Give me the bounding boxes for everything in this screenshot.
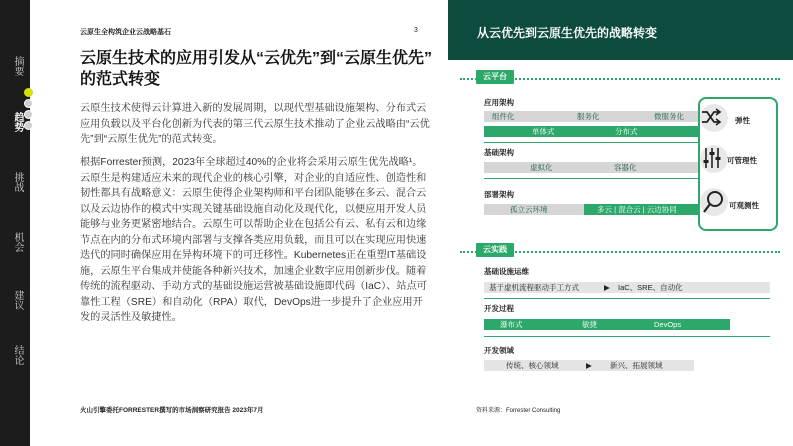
infra-ops-label: 基础设施运维 bbox=[484, 267, 529, 276]
magnifier-icon bbox=[703, 190, 725, 214]
sidebar-item-opportunities[interactable]: 机会 bbox=[12, 232, 23, 252]
deploy-arch-item: 多云 | 混合云 | 云边协同 bbox=[597, 205, 677, 214]
body-paragraph-1: 云原生技术使得云计算进入新的发展周期，以现代型基础设施架构、分布式云应用负载以及平台化创新为代表的第三代云原生技术推动了企业云战略由“云优先”到“云原生优先”的范式转变。 bbox=[80, 103, 430, 145]
sidebar-item-summary[interactable]: 摘要 bbox=[12, 56, 23, 76]
page-title-line2: 的范式转变 bbox=[80, 71, 161, 88]
dev-domain-arrow-icon: ▶ bbox=[586, 361, 592, 370]
running-header: 云原生全构筑企业云战略基石 bbox=[80, 29, 171, 36]
infra-arch-grey-bar bbox=[484, 162, 700, 173]
section-cloud-platform bbox=[460, 74, 780, 84]
app-arch-item: 服务化 bbox=[577, 112, 600, 121]
dev-domain-label: 开发领域 bbox=[484, 346, 514, 355]
infra-arch-label: 基础架构 bbox=[484, 148, 514, 157]
infra-ops-item: 基于虚机流程驱动手工方式 bbox=[489, 283, 579, 292]
dev-domain-item: 新兴、拓展领域 bbox=[610, 361, 663, 370]
progress-dot bbox=[24, 99, 33, 108]
divider-line bbox=[484, 178, 700, 179]
feature-label: 可管理性 bbox=[727, 156, 757, 165]
sidebar-item-challenges[interactable]: 挑战 bbox=[12, 172, 23, 192]
app-arch-item: 微服务化 bbox=[654, 112, 684, 121]
app-arch-item: 分布式 bbox=[615, 127, 638, 136]
section-pill: 云平台 bbox=[476, 70, 514, 84]
divider-line bbox=[484, 142, 700, 143]
app-arch-item: 组件化 bbox=[492, 112, 515, 121]
infra-arch-item: 容器化 bbox=[614, 163, 637, 172]
page-number: 3 bbox=[414, 27, 418, 34]
dev-process-item: 瀑布式 bbox=[500, 320, 523, 329]
app-arch-green-bar bbox=[484, 126, 700, 137]
infra-ops-item: IaC、SRE、自动化 bbox=[618, 283, 683, 292]
page-footer: 火山引擎委托FORRESTER撰写的市场洞察研究报告 2023年7月 bbox=[80, 407, 264, 414]
dev-process-item: DevOps bbox=[654, 320, 682, 329]
sidebar-item-recommendations[interactable]: 建议 bbox=[12, 290, 23, 310]
dev-process-label: 开发过程 bbox=[484, 304, 514, 313]
progress-dot bbox=[24, 121, 33, 130]
app-arch-item: 单体式 bbox=[532, 127, 555, 136]
section-pill: 云实践 bbox=[476, 243, 514, 257]
app-arch-label: 应用架构 bbox=[484, 98, 514, 107]
feature-label: 弹性 bbox=[735, 116, 750, 125]
progress-dot-active bbox=[24, 88, 33, 97]
shuffle-icon bbox=[700, 108, 722, 126]
divider-line bbox=[484, 298, 770, 299]
progress-dots bbox=[24, 88, 38, 132]
page-title bbox=[80, 48, 440, 90]
page-title-line1: 云原生技术的应用引发从“云优先”到“云原生优先” bbox=[80, 50, 433, 67]
source-note: 资料来源：Forrester Consulting bbox=[476, 408, 561, 414]
sidebar-item-conclusion[interactable]: 结论 bbox=[12, 345, 23, 365]
deploy-arch-item: 孤立云环境 bbox=[510, 205, 548, 214]
progress-dot bbox=[24, 110, 33, 119]
section-header-title: 从云优先到云原生优先的战略转变 bbox=[477, 26, 658, 40]
infra-arch-item: 虚拟化 bbox=[530, 163, 553, 172]
sliders-icon bbox=[703, 146, 721, 170]
section-cloud-practice bbox=[460, 247, 780, 257]
chapter-sidebar bbox=[0, 0, 30, 446]
infra-ops-arrow-icon: ▶ bbox=[604, 283, 610, 292]
feature-label: 可观测性 bbox=[729, 201, 759, 210]
dev-domain-item: 传统、核心领域 bbox=[506, 361, 559, 370]
sidebar-item-trends[interactable]: 趋势 bbox=[12, 112, 23, 132]
divider-line bbox=[484, 336, 770, 337]
deploy-arch-label: 部署架构 bbox=[484, 190, 514, 199]
dev-process-item: 敏捷 bbox=[582, 320, 597, 329]
body-paragraph-2: 根据Forrester预测，2023年全球超过40%的企业将会采用云原生优先战略¹。云原生是构建适应未来的现代企业的核心引擎，对企业的自适应性、创造性和韧性都具有战略意义：云原生使得企业架构师和平台团队能够在多云、混合云以及云边协作的模式中实现关键基础设施自动化及现代化，以便应用开发人员能够与业务更紧密地结合。云原生可以帮助企业在包括公有云、私有云和边缘节点在内的分布式环境内部署与支撑各类应用负载，而且可以在实现应用快速迭代的同时确保应用在异构环境下的可迁移性。Kubernetes正在重塑IT基础设施，云原生平台集成并使能各种新兴技术，加速企业数字应用创新步伐。随着传统的流程驱动、手动方式的基础设施运营被基础设施即代码（IaC）、站点可靠性工程（SRE）和自动化（RPA）取代，DevOps进一步提升了企业应用开发的灵活性及敏捷性。 bbox=[80, 157, 427, 323]
